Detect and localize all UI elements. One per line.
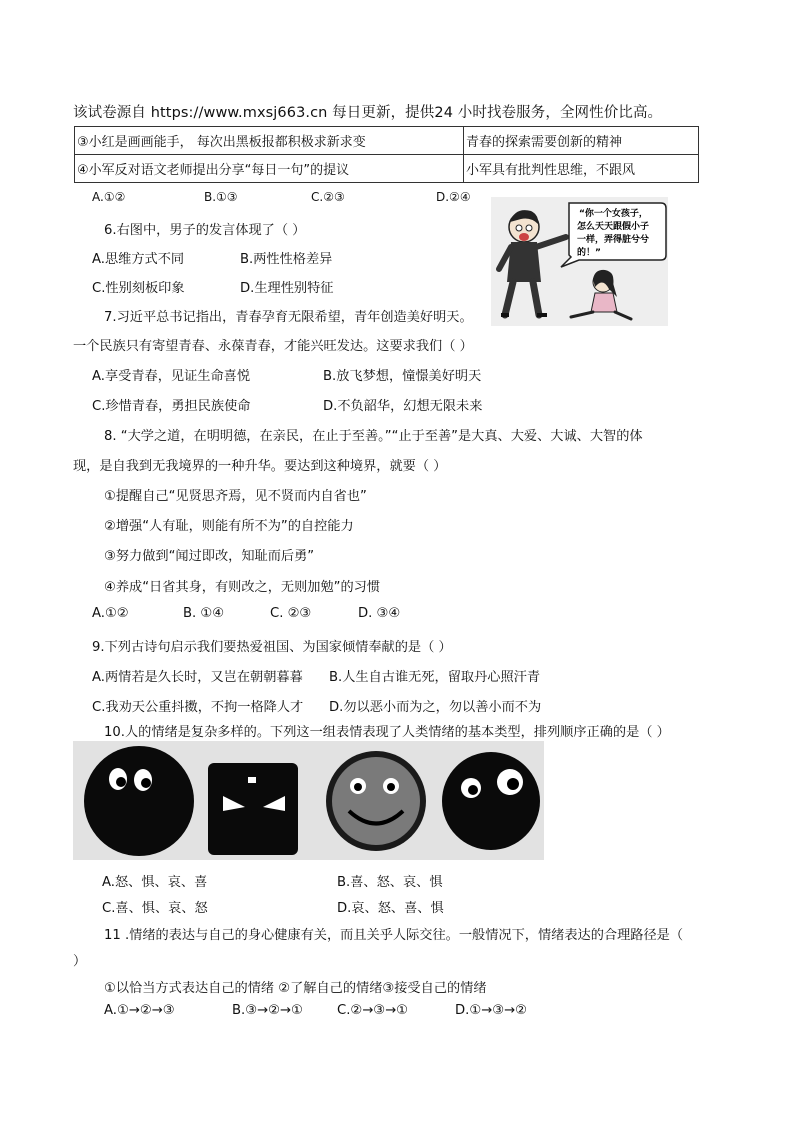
q8-option-b: B. ①④ — [183, 606, 225, 621]
q9-option-a: A.两情若是久长时，又岂在朝朝暮暮 — [92, 670, 303, 685]
q11-option-b: B.③→②→① — [232, 1003, 303, 1018]
speech-line: 一样，弄得脏兮兮 — [577, 235, 650, 245]
q7-stem-line1: 7.习近平总书记指出，青春孕育无限希望，青年创造美好明天。 — [104, 310, 473, 325]
q6-option-c: C.性别刻板印象 — [92, 281, 185, 296]
cartoon-illustration — [491, 197, 668, 326]
q7-stem-line2: 一个民族只有寄望青春、永葆青春，才能兴旺发达。这要求我们（ ） — [73, 339, 473, 354]
q10-stem: 10.人的情绪是复杂多样的。下列这一组表情表现了人类情绪的基本类型，排列顺序正确的是（ ） — [104, 725, 670, 740]
speech-line: “你一个女孩子， — [579, 209, 648, 219]
q11-option-a: A.①→②→③ — [104, 1003, 175, 1018]
q8-stem-line1: 8. “大学之道，在明明德，在亲民，在止于至善。”“止于至善”是大真、大爱、大诚、大智的体 — [104, 429, 643, 444]
q10-option-a: A.怒、惧、哀、喜 — [102, 875, 208, 890]
emotion-faces-image — [73, 741, 544, 860]
q5-option-c: C.②③ — [311, 190, 345, 204]
q7-option-b: B.放飞梦想，憧憬美好明天 — [323, 369, 482, 384]
speech-line: 怎么天天跟假小子 — [577, 222, 650, 232]
source-header: 该试卷源自 https://www.mxsj663.cn 每日更新，提供24 小时找卷服务，全网性价比高。 — [73, 105, 663, 121]
q7-option-d: D.不负韶华，幻想无限未来 — [323, 399, 483, 414]
q6-option-b: B.两性性格差异 — [240, 252, 333, 267]
q6-option-a: A.思维方式不同 — [92, 252, 185, 267]
q5-option-a: A.①② — [92, 190, 126, 204]
q9-option-b: B.人生自古谁无死，留取丹心照汗青 — [329, 670, 541, 685]
table-cell: 小军具有批判性思维，不跟风 — [464, 155, 699, 183]
q7-option-a: A.享受青春，见证生命喜悦 — [92, 369, 251, 384]
q7-option-c: C.珍惜青春，勇担民族使命 — [92, 399, 251, 414]
face-icon — [84, 746, 194, 856]
q11-option-c: C.②→③→① — [337, 1003, 408, 1018]
q9-stem: 9.下列古诗句启示我们要热爱祖国、为国家倾情奉献的是（ ） — [92, 640, 452, 655]
q8-statement-4: ④养成“日省其身，有则改之，无则加勉”的习惯 — [104, 580, 381, 595]
q11-stem-line1: 11 .情绪的表达与自己的身心健康有关，而且关乎人际交往。一般情况下，情绪表达的合理路径是（ — [104, 928, 684, 943]
q8-option-d: D. ③④ — [358, 606, 401, 621]
table-row — [75, 127, 699, 155]
q10-option-b: B.喜、怒、哀、惧 — [337, 875, 443, 890]
face-icon — [442, 752, 540, 850]
q8-stem-line2: 现，是自我到无我境界的一种升华。要达到这种境界，就要（ ） — [73, 459, 447, 474]
q9-option-d: D.勿以恶小而为之，勿以善小而不为 — [329, 700, 542, 715]
speech-line: 的！” — [577, 248, 601, 258]
q11-stem-line2: ） — [73, 954, 87, 969]
q6-option-d: D.生理性别特征 — [240, 281, 334, 296]
q11-statements: ①以恰当方式表达自己的情绪 ②了解自己的情绪③接受自己的情绪 — [104, 981, 487, 996]
q10-option-d: D.哀、怒、喜、惧 — [337, 901, 444, 916]
q8-option-c: C. ②③ — [270, 606, 312, 621]
q8-statement-1: ①提醒自己“见贤思齐焉，见不贤而内自省也” — [104, 489, 367, 504]
q5-option-b: B.①③ — [204, 190, 238, 204]
table-cell: 青春的探索需要创新的精神 — [464, 127, 699, 155]
table-cell: ③小红是画画能手， 每次出黑板报都积极求新求变 — [75, 127, 464, 155]
q9-option-c: C.我劝天公重抖擞，不拘一格降人才 — [92, 700, 304, 715]
q8-option-a: A.①② — [92, 606, 129, 621]
q8-statement-2: ②增强“人有耻，则能有所不为”的自控能力 — [104, 519, 354, 534]
q11-option-d: D.①→③→② — [455, 1003, 527, 1018]
q5-option-d: D.②④ — [436, 190, 471, 204]
statement-table — [74, 126, 699, 183]
q8-statement-3: ③努力做到“闻过即改，知耻而后勇” — [104, 549, 315, 564]
table-cell: ④小军反对语文老师提出分享“每日一句”的提议 — [75, 155, 464, 183]
table-row — [75, 155, 699, 183]
q10-option-c: C.喜、惧、哀、怒 — [102, 901, 208, 916]
q6-stem: 6.右图中，男子的发言体现了（ ） — [104, 223, 306, 238]
